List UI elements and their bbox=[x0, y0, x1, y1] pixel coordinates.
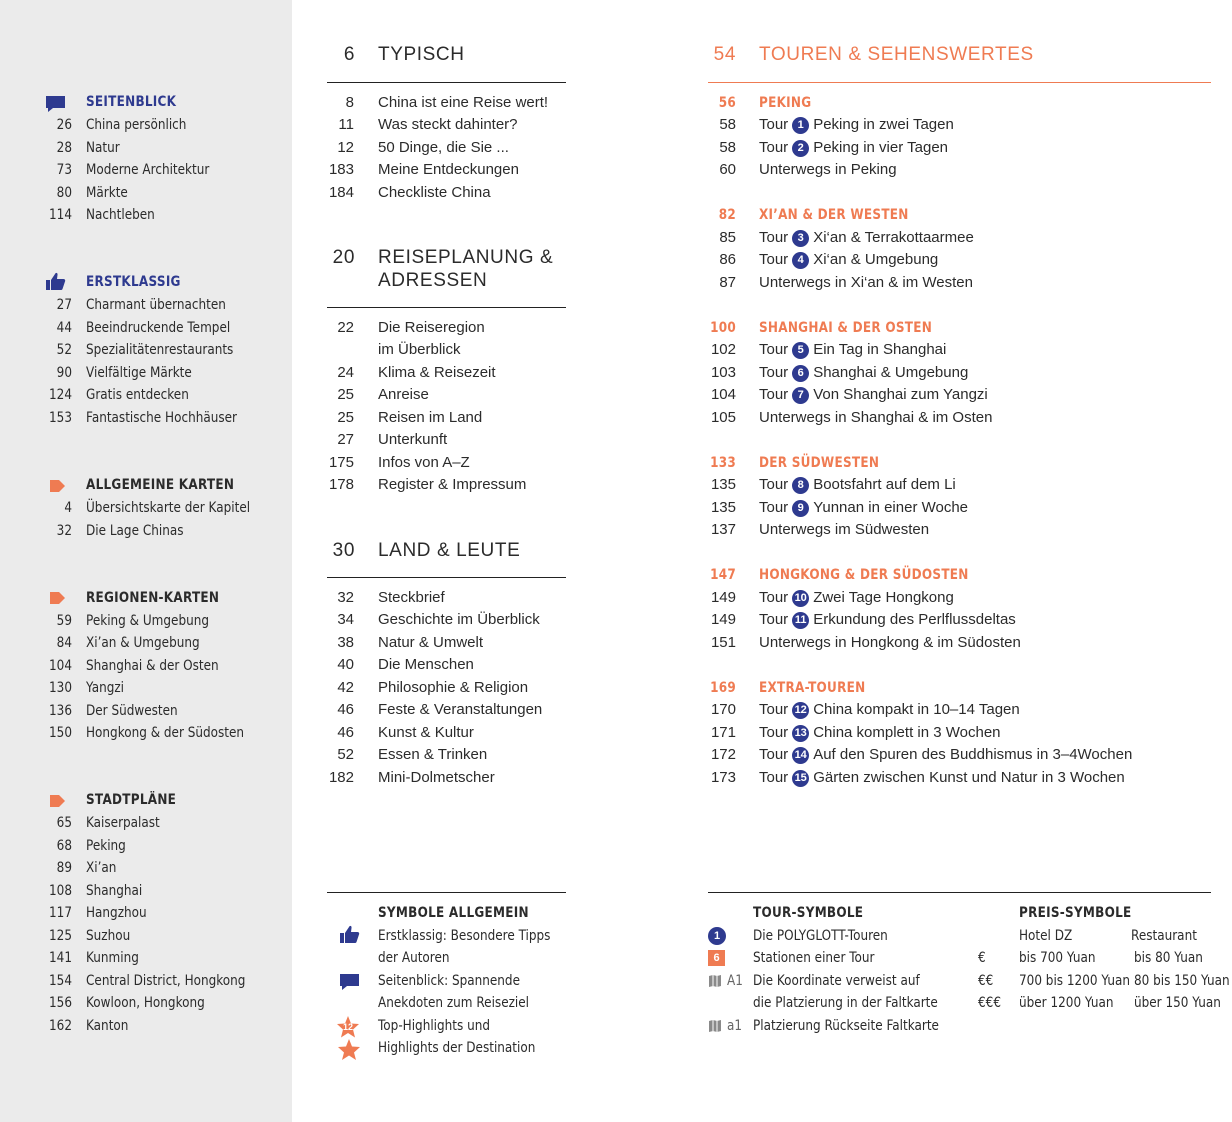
tour-number-icon: 9 bbox=[792, 500, 809, 517]
page-number: 52 bbox=[337, 746, 354, 763]
list-item: Der Südwesten bbox=[86, 702, 178, 719]
page-number: 4 bbox=[64, 500, 72, 516]
page-number: 32 bbox=[56, 522, 72, 539]
map-tag-icon bbox=[50, 480, 65, 492]
tour-label: Tour bbox=[759, 498, 789, 516]
thumbs-up-icon bbox=[45, 272, 66, 291]
tour-number-icon: 8 bbox=[792, 477, 809, 494]
price-symbol: €€ bbox=[978, 972, 994, 989]
page-number: 22 bbox=[337, 318, 354, 336]
page-number: 182 bbox=[328, 768, 354, 786]
page-number: 68 bbox=[56, 837, 72, 854]
list-item: Kunst & Kultur bbox=[378, 723, 474, 741]
page-number: 65 bbox=[56, 815, 72, 831]
list-item: Geschichte im Überblick bbox=[378, 611, 540, 628]
page-number: 12 bbox=[337, 138, 354, 156]
legend-text: Seitenblick: Spannende bbox=[378, 972, 520, 989]
section-page: 100 bbox=[710, 319, 736, 336]
legend-text: der Autoren bbox=[378, 950, 450, 966]
legend-general-title: SYMBOLE ALLGEMEIN bbox=[378, 905, 529, 921]
tour-text: Unterwegs in Peking bbox=[759, 161, 897, 178]
tour-text: Yunnan in einer Woche bbox=[813, 498, 969, 516]
page-number: 184 bbox=[328, 183, 354, 201]
chapter-title: LAND & LEUTE bbox=[378, 540, 521, 561]
coordinate-code: A1 bbox=[727, 972, 743, 989]
legend-text: Die POLYGLOTT-Touren bbox=[753, 927, 888, 944]
page-number: 135 bbox=[710, 498, 736, 516]
list-item: im Überblick bbox=[378, 341, 461, 358]
tour-text: Shanghai & Umgebung bbox=[813, 363, 969, 381]
tour-label: Tour bbox=[759, 138, 789, 156]
page-number: 87 bbox=[719, 273, 736, 291]
list-item: Essen & Trinken bbox=[378, 746, 488, 763]
tour-text: China komplett in 3 Wochen bbox=[813, 723, 1001, 741]
list-item: Peking bbox=[86, 837, 126, 854]
section-title: DER SÜDWESTEN bbox=[759, 454, 880, 471]
tour-label: Tour bbox=[759, 386, 789, 403]
tour-number-icon: 5 bbox=[792, 342, 809, 359]
allgemeine-karten-title: ALLGEMEINE KARTEN bbox=[86, 477, 235, 493]
tour-item bbox=[759, 339, 946, 362]
page-number: 24 bbox=[337, 363, 354, 381]
page-number: 46 bbox=[337, 701, 354, 718]
tour-item bbox=[759, 407, 992, 430]
tour-text: Xi‘an & Terrakottaarmee bbox=[813, 228, 974, 246]
page-number: 84 bbox=[56, 635, 72, 651]
tour-item bbox=[759, 362, 968, 385]
divider bbox=[327, 307, 566, 308]
tour-item bbox=[759, 767, 1125, 790]
page-number: 156 bbox=[49, 995, 72, 1011]
list-item: Spezialitätenrestaurants bbox=[86, 342, 234, 358]
legend-text: Stationen einer Tour bbox=[753, 950, 875, 966]
page-number: 108 bbox=[49, 882, 72, 899]
list-item: Shanghai & der Osten bbox=[86, 657, 219, 674]
speech-bubble-icon bbox=[339, 973, 360, 991]
list-item: Infos von A–Z bbox=[378, 453, 470, 471]
section-title: XI’AN & DER WESTEN bbox=[759, 207, 909, 223]
list-item: Charmant übernachten bbox=[86, 297, 226, 313]
tour-number-icon: 14 bbox=[792, 747, 809, 764]
list-item: Reisen im Land bbox=[378, 408, 483, 426]
page-number: 104 bbox=[710, 386, 736, 403]
tour-text: Unterwegs in Hongkong & im Südosten bbox=[759, 633, 1021, 651]
legend-text: Anekdoten zum Reiseziel bbox=[378, 995, 530, 1011]
section-title: EXTRA-TOUREN bbox=[759, 679, 866, 696]
regionen-karten-title: REGIONEN-KARTEN bbox=[86, 590, 220, 606]
list-item: Shanghai bbox=[86, 882, 143, 899]
tour-item bbox=[759, 587, 954, 610]
list-item: Die Reiseregion bbox=[378, 318, 485, 336]
list-item: Hangzhou bbox=[86, 905, 147, 921]
page-number: 162 bbox=[49, 1017, 72, 1034]
list-item: Checkliste China bbox=[378, 183, 491, 201]
tour-number-icon: 12 bbox=[792, 702, 809, 719]
page-number: 89 bbox=[56, 860, 72, 876]
tour-text: Gärten zwischen Kunst und Natur in 3 Wochen bbox=[813, 768, 1125, 786]
page-number: 136 bbox=[49, 702, 72, 719]
page-number: 58 bbox=[719, 116, 736, 133]
legend-text: Die Koordinate verweist auf bbox=[753, 972, 920, 989]
list-item: Meine Entdeckungen bbox=[378, 161, 519, 178]
price-restaurant: 80 bis 150 Yuan bbox=[1134, 972, 1230, 989]
page-number: 27 bbox=[337, 431, 354, 448]
tour-text: Auf den Spuren des Buddhismus in 3–4Wochen bbox=[813, 746, 1133, 763]
legend-text: Erstklassig: Besondere Tipps bbox=[378, 927, 551, 944]
tour-number-icon: 13 bbox=[792, 725, 809, 742]
tour-text: Peking in vier Tagen bbox=[813, 138, 948, 156]
divider bbox=[327, 577, 566, 578]
page-number: 170 bbox=[710, 701, 736, 718]
tour-item bbox=[759, 384, 988, 407]
page-number: 141 bbox=[49, 950, 72, 966]
chapter-page: 20 bbox=[332, 247, 355, 268]
legend-text: Top-Highlights und bbox=[378, 1017, 491, 1034]
list-item: Central District, Hongkong bbox=[86, 972, 246, 989]
page-number: 130 bbox=[49, 680, 72, 696]
tour-label: Tour bbox=[759, 588, 789, 606]
divider bbox=[327, 82, 566, 83]
list-item: Beeindruckende Tempel bbox=[86, 319, 231, 336]
tour-item bbox=[759, 632, 1021, 655]
page-number: 151 bbox=[710, 633, 736, 651]
page-number: 11 bbox=[338, 116, 354, 133]
section-title: SHANGHAI & DER OSTEN bbox=[759, 319, 933, 336]
map-fold-icon bbox=[709, 1020, 722, 1032]
list-item: Übersichtskarte der Kapitel bbox=[86, 500, 251, 516]
list-item: Steckbrief bbox=[378, 588, 445, 606]
list-item: Kunming bbox=[86, 950, 139, 966]
page-number: 171 bbox=[710, 723, 736, 741]
tour-label: Tour bbox=[759, 251, 789, 268]
chapter-page: 30 bbox=[332, 540, 355, 561]
tour-text: Ein Tag in Shanghai bbox=[813, 341, 947, 358]
legend-text: Highlights der Destination bbox=[378, 1040, 536, 1056]
price-head-hotel: Hotel DZ bbox=[1019, 927, 1073, 944]
tour-label: Tour bbox=[759, 701, 789, 718]
page-number: 178 bbox=[328, 476, 354, 493]
page-number: 26 bbox=[56, 117, 72, 133]
list-item: Peking & Umgebung bbox=[86, 612, 210, 629]
section-page: 169 bbox=[710, 679, 736, 696]
tour-item bbox=[759, 497, 968, 520]
list-item: China persönlich bbox=[86, 117, 187, 133]
list-item: Anreise bbox=[378, 386, 429, 403]
tour-text: Erkundung des Perlflussdeltas bbox=[813, 611, 1016, 628]
tour-item bbox=[759, 474, 956, 497]
list-item: Was steckt dahinter? bbox=[378, 116, 518, 133]
page-number: 114 bbox=[49, 207, 72, 223]
tour-text: Unterwegs in Shanghai & im Osten bbox=[759, 408, 993, 426]
tour-label: Tour bbox=[759, 611, 789, 628]
star-icon bbox=[337, 1038, 361, 1061]
list-item: Moderne Architektur bbox=[86, 162, 210, 178]
tour-item bbox=[759, 159, 897, 182]
list-item: Märkte bbox=[86, 184, 128, 201]
page-number: 52 bbox=[56, 342, 72, 358]
list-item: Klima & Reisezeit bbox=[378, 363, 496, 381]
section-title: PEKING bbox=[759, 94, 812, 111]
page-number: 105 bbox=[710, 408, 736, 426]
map-tag-icon bbox=[50, 592, 65, 604]
chapter-title: ADRESSEN bbox=[378, 270, 488, 291]
price-symbol: € bbox=[978, 950, 986, 966]
map-tag-icon bbox=[50, 795, 65, 807]
page-number: 86 bbox=[719, 251, 736, 268]
tour-label: Tour bbox=[759, 116, 789, 133]
page-number: 85 bbox=[719, 228, 736, 246]
list-item: Xi’an bbox=[86, 860, 117, 876]
price-restaurant: bis 80 Yuan bbox=[1134, 950, 1203, 966]
page-number: 8 bbox=[345, 93, 354, 111]
page-number: 117 bbox=[49, 905, 72, 921]
tour-number-icon: 10 bbox=[792, 590, 809, 607]
tour-item bbox=[759, 519, 929, 542]
section-page: 56 bbox=[718, 94, 736, 111]
section-page: 82 bbox=[718, 207, 736, 223]
map-fold-icon bbox=[709, 975, 722, 987]
page-number: 58 bbox=[719, 138, 736, 156]
page-number: 42 bbox=[337, 678, 354, 696]
page-number: 90 bbox=[56, 364, 72, 381]
list-item: Register & Impressum bbox=[378, 476, 527, 493]
page-number bbox=[320, 339, 354, 362]
tour-text: China kompakt in 10–14 Tagen bbox=[813, 701, 1020, 718]
page-number: 104 bbox=[49, 657, 72, 674]
list-item: Nachtleben bbox=[86, 207, 155, 223]
speech-bubble-icon bbox=[45, 95, 66, 113]
tour-number-icon: 1 bbox=[792, 117, 809, 134]
page-number: 27 bbox=[56, 297, 72, 313]
page-number: 150 bbox=[49, 725, 72, 741]
page-number: 73 bbox=[56, 162, 72, 178]
chapter-page: 54 bbox=[713, 44, 736, 65]
price-hotel: bis 700 Yuan bbox=[1019, 950, 1096, 966]
tour-label: Tour bbox=[759, 363, 789, 381]
list-item: Suzhou bbox=[86, 927, 131, 944]
tour-text: Zwei Tage Hongkong bbox=[813, 588, 954, 606]
tour-number-icon: 7 bbox=[792, 387, 809, 404]
page-number: 149 bbox=[710, 611, 736, 628]
chapter-page: 6 bbox=[343, 44, 355, 65]
tour-number-icon: 6 bbox=[792, 365, 809, 382]
list-item: Natur & Umwelt bbox=[378, 633, 484, 651]
thumbs-up-icon bbox=[339, 925, 360, 944]
price-hotel: 700 bis 1200 Yuan bbox=[1019, 972, 1130, 989]
list-item: China ist eine Reise wert! bbox=[378, 93, 549, 111]
list-item: 50 Dinge, die Sie ... bbox=[378, 138, 509, 156]
list-item: Kaiserpalast bbox=[86, 815, 160, 831]
page-number: 59 bbox=[56, 612, 72, 629]
page-number: 60 bbox=[719, 161, 736, 178]
tour-text: Unterwegs in Xi‘an & im Westen bbox=[759, 273, 973, 291]
tour-text: Unterwegs im Südwesten bbox=[759, 521, 930, 538]
page-number: 32 bbox=[337, 588, 354, 606]
price-symbol: €€€ bbox=[978, 995, 1001, 1011]
page-number: 183 bbox=[328, 161, 354, 178]
legend-price-title: PREIS-SYMBOLE bbox=[1019, 905, 1132, 921]
seitenblick-title: SEITENBLICK bbox=[86, 94, 177, 110]
chapter-title: REISEPLANUNG & bbox=[378, 247, 554, 268]
legend-text: die Platzierung in der Faltkarte bbox=[753, 995, 938, 1011]
list-item: Yangzi bbox=[86, 680, 125, 696]
page-number: 153 bbox=[49, 409, 72, 426]
page-number: 124 bbox=[49, 387, 72, 403]
list-item: Natur bbox=[86, 139, 120, 156]
chapter-title: TYPISCH bbox=[378, 44, 465, 65]
tour-item bbox=[759, 272, 973, 295]
page-number: 25 bbox=[337, 408, 354, 426]
coordinate-code: a1 bbox=[727, 1017, 743, 1034]
page-number: 44 bbox=[56, 319, 72, 336]
page-number: 172 bbox=[710, 746, 736, 763]
list-item: Xi’an & Umgebung bbox=[86, 635, 200, 651]
tour-item bbox=[759, 609, 1016, 632]
page-number: 125 bbox=[49, 927, 72, 944]
page-number: 137 bbox=[710, 521, 736, 538]
tour-item bbox=[759, 114, 954, 137]
list-item: Kowloon, Hongkong bbox=[86, 995, 205, 1011]
page-number: 80 bbox=[56, 184, 72, 201]
tour-label: Tour bbox=[759, 746, 789, 763]
page-number: 102 bbox=[710, 341, 736, 358]
list-item: Hongkong & der Südosten bbox=[86, 725, 245, 741]
tour-item bbox=[759, 699, 1020, 722]
page-number: 40 bbox=[337, 656, 354, 673]
list-item: Mini-Dolmetscher bbox=[378, 768, 495, 786]
page-number: 25 bbox=[337, 386, 354, 403]
list-item: Philosophie & Religion bbox=[378, 678, 529, 696]
tour-label: Tour bbox=[759, 723, 789, 741]
tour-item bbox=[759, 227, 974, 250]
erstklassig-title: ERSTKLASSIG bbox=[86, 274, 181, 290]
list-item: Feste & Veranstaltungen bbox=[378, 701, 543, 718]
tour-text: Von Shanghai zum Yangzi bbox=[813, 386, 988, 403]
tour-number-icon: 11 bbox=[792, 612, 809, 629]
page-number: 34 bbox=[337, 611, 354, 628]
price-restaurant: über 150 Yuan bbox=[1134, 995, 1221, 1011]
section-page: 147 bbox=[710, 567, 736, 583]
tour-number-icon: 2 bbox=[792, 140, 809, 157]
tour-label: Tour bbox=[759, 341, 789, 358]
list-item: Die Menschen bbox=[378, 656, 474, 673]
list-item: Die Lage Chinas bbox=[86, 522, 184, 539]
list-item: Unterkunft bbox=[378, 431, 448, 448]
tour-number-icon: 15 bbox=[792, 770, 809, 787]
page-number: 154 bbox=[49, 972, 72, 989]
chapter-title: TOUREN & SEHENSWERTES bbox=[759, 44, 1034, 65]
divider bbox=[708, 892, 1211, 893]
page-number: 28 bbox=[56, 139, 72, 156]
legend-text: Platzierung Rückseite Faltkarte bbox=[753, 1017, 939, 1034]
page-number: 175 bbox=[328, 453, 354, 471]
list-item: Kanton bbox=[86, 1017, 129, 1034]
page-number: 38 bbox=[337, 633, 354, 651]
divider bbox=[708, 82, 1211, 83]
section-page: 133 bbox=[710, 454, 736, 471]
station-number-icon: 6 bbox=[708, 950, 725, 966]
page-number: 149 bbox=[710, 588, 736, 606]
page-number: 173 bbox=[710, 768, 736, 786]
page-number: 103 bbox=[710, 363, 736, 381]
tour-item bbox=[759, 249, 938, 272]
list-item: Vielfältige Märkte bbox=[86, 364, 192, 381]
page-number: 135 bbox=[710, 476, 736, 493]
tour-number-icon: 1 bbox=[708, 927, 726, 945]
top-highlight-icon bbox=[336, 1015, 360, 1039]
list-item: Fantastische Hochhäuser bbox=[86, 409, 237, 426]
tour-item bbox=[759, 722, 1001, 745]
tour-label: Tour bbox=[759, 228, 789, 246]
list-item: Gratis entdecken bbox=[86, 387, 189, 403]
tour-label: Tour bbox=[759, 768, 789, 786]
section-title: HONGKONG & DER SÜDOSTEN bbox=[759, 567, 969, 583]
stadtplaene-title: STADTPLÄNE bbox=[86, 792, 177, 808]
tour-label: Tour bbox=[759, 476, 789, 493]
tour-number-icon: 3 bbox=[792, 230, 809, 247]
tour-text: Peking in zwei Tagen bbox=[813, 116, 954, 133]
divider bbox=[327, 892, 566, 893]
price-head-restaurant: Restaurant bbox=[1131, 927, 1197, 944]
legend-tour-title: TOUR-SYMBOLE bbox=[753, 905, 864, 921]
tour-text: Xi‘an & Umgebung bbox=[813, 251, 939, 268]
top-highlight-number: 12 bbox=[342, 1022, 353, 1032]
tour-text: Bootsfahrt auf dem Li bbox=[813, 476, 956, 493]
price-hotel: über 1200 Yuan bbox=[1019, 995, 1114, 1011]
tour-item bbox=[759, 744, 1132, 767]
page-number: 46 bbox=[337, 723, 354, 741]
tour-item bbox=[759, 137, 948, 160]
tour-number-icon: 4 bbox=[792, 252, 809, 269]
